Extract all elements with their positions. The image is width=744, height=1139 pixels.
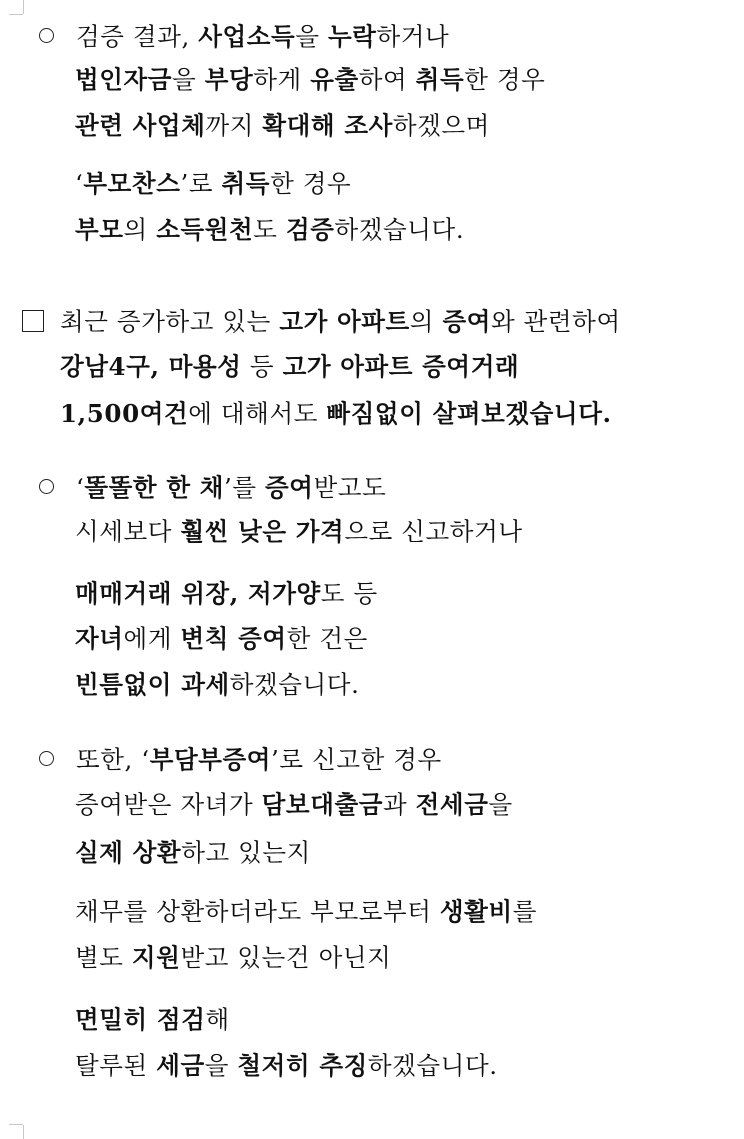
text-run: 을 <box>488 790 513 819</box>
bold-text: 유출 <box>310 65 359 94</box>
text-line <box>75 1003 230 1037</box>
bold-text: 누락 <box>327 22 377 51</box>
bold-text: 법인자금 <box>75 65 173 94</box>
bold-text: 매매거래 위장, 저가양 <box>75 579 321 608</box>
text-run: 별도 <box>75 943 132 972</box>
text-run: 을 <box>204 1051 238 1080</box>
text-line <box>75 941 391 975</box>
text-run: 하거나 <box>376 22 450 51</box>
text-line <box>60 350 519 384</box>
bold-text: 전세금 <box>415 790 489 819</box>
bold-text: 부모찬스 <box>83 169 181 198</box>
text-run: ‘ <box>75 169 84 198</box>
bold-text: 고가 아파트 <box>279 307 410 336</box>
square-bullet-icon <box>22 310 44 332</box>
bold-text: 지원 <box>131 943 181 972</box>
bold-text: 증여 <box>442 307 491 336</box>
bold-text: 강남4구, 마용성 <box>60 352 242 381</box>
bold-text: 증여 <box>265 473 314 502</box>
text-line <box>75 577 378 611</box>
text-run: 한 건은 <box>286 624 368 653</box>
text-run: ’를 <box>223 473 266 502</box>
bold-text: 담보대출금 <box>261 790 383 819</box>
page-corner-mark-bottom <box>23 1125 24 1139</box>
bold-text: 자녀 <box>75 624 124 653</box>
text-run: 하겠습니다. <box>334 215 465 244</box>
bold-text: 빈틈없이 과세 <box>75 670 230 699</box>
text-run: 으로 신고하거나 <box>344 517 523 546</box>
bold-text: 취득 <box>415 65 465 94</box>
text-line <box>39 743 442 777</box>
bold-text: 면밀히 점검 <box>75 1005 206 1034</box>
bold-text: 1,500여건 <box>60 399 189 428</box>
text-line <box>75 788 513 822</box>
bold-text: 부담부증여 <box>149 745 272 774</box>
text-run: 까지 <box>205 111 263 140</box>
text-line <box>60 397 612 431</box>
text-run: 의 <box>409 307 443 336</box>
bold-text: 관련 사업체 <box>75 111 206 140</box>
text-line <box>22 305 621 339</box>
bold-text: 철저히 추징 <box>237 1051 368 1080</box>
bold-text: 똘똘한 한 채 <box>84 473 224 502</box>
circle-bullet-icon <box>39 28 54 43</box>
text-run: 하겠습니다. <box>367 1051 498 1080</box>
circle-bullet-icon <box>39 479 54 494</box>
text-run: 시세보다 <box>75 517 181 546</box>
text-line <box>39 471 386 505</box>
text-run: 증여받은 자녀가 <box>75 790 262 819</box>
text-run: 또한, ‘ <box>76 745 150 774</box>
bold-text: 부당 <box>204 65 254 94</box>
text-run: 도 <box>253 215 286 244</box>
page-corner-mark-top <box>9 14 23 15</box>
bold-text: 사업소득 <box>198 22 296 51</box>
page-corner-mark-top <box>23 0 24 14</box>
text-line <box>39 20 449 54</box>
bold-text: 부모 <box>75 215 124 244</box>
text-line <box>75 63 545 97</box>
bold-text: 고가 아파트 증여거래 <box>282 352 520 381</box>
bold-text: 확대해 조사 <box>262 111 393 140</box>
text-run: 받고도 <box>313 473 387 502</box>
circle-bullet-icon <box>39 751 54 766</box>
text-run: 하고 있는지 <box>181 838 311 867</box>
text-run: 하여 <box>358 65 416 94</box>
text-run: 한 경우 <box>270 169 352 198</box>
text-run: 받고 있는건 아닌지 <box>180 943 392 972</box>
text-run: 도 등 <box>320 579 378 608</box>
text-run: 를 <box>512 897 537 926</box>
page-corner-mark-bottom <box>9 1124 23 1125</box>
bold-text: 빠짐없이 살펴보겠습니다. <box>326 399 612 428</box>
text-run: 하게 <box>253 65 311 94</box>
text-run: 등 <box>241 352 283 381</box>
text-run: 의 <box>123 215 157 244</box>
text-run: 와 관련하여 <box>490 307 621 336</box>
bold-text: 변칙 증여 <box>180 624 287 653</box>
text-line <box>75 167 351 201</box>
text-line <box>75 109 490 143</box>
text-run: 하겠습니다. <box>229 670 360 699</box>
bold-text: 소득원천 <box>156 215 254 244</box>
text-run: 검증 결과, <box>76 22 199 51</box>
text-run: 채무를 상환하더라도 부모로부터 <box>75 897 440 926</box>
text-run: 을 <box>172 65 205 94</box>
text-run: 에 대해서도 <box>188 399 327 428</box>
bold-text: 세금 <box>156 1051 205 1080</box>
text-line <box>75 836 311 870</box>
text-run: ‘ <box>76 473 85 502</box>
text-line <box>75 1049 498 1083</box>
text-run: 한 경우 <box>464 65 546 94</box>
text-line <box>75 895 537 929</box>
text-run: 해 <box>205 1005 230 1034</box>
bold-text: 실제 상환 <box>75 838 182 867</box>
text-line <box>75 668 359 702</box>
text-line <box>75 213 464 247</box>
bold-text: 훨씬 낮은 가격 <box>180 517 345 546</box>
bold-text: 검증 <box>285 215 335 244</box>
text-run: 을 <box>295 22 328 51</box>
text-run: 하겠으며 <box>392 111 490 140</box>
text-run: 탈루된 <box>75 1051 157 1080</box>
text-run: 과 <box>383 790 416 819</box>
text-line <box>75 515 523 549</box>
text-line <box>75 622 368 656</box>
text-run: 최근 증가하고 있는 <box>60 307 280 336</box>
bold-text: 취득 <box>221 169 271 198</box>
text-run: ’로 신고한 경우 <box>271 745 442 774</box>
bold-text: 생활비 <box>439 897 513 926</box>
text-run: ’로 <box>180 169 222 198</box>
text-run: 에게 <box>123 624 181 653</box>
